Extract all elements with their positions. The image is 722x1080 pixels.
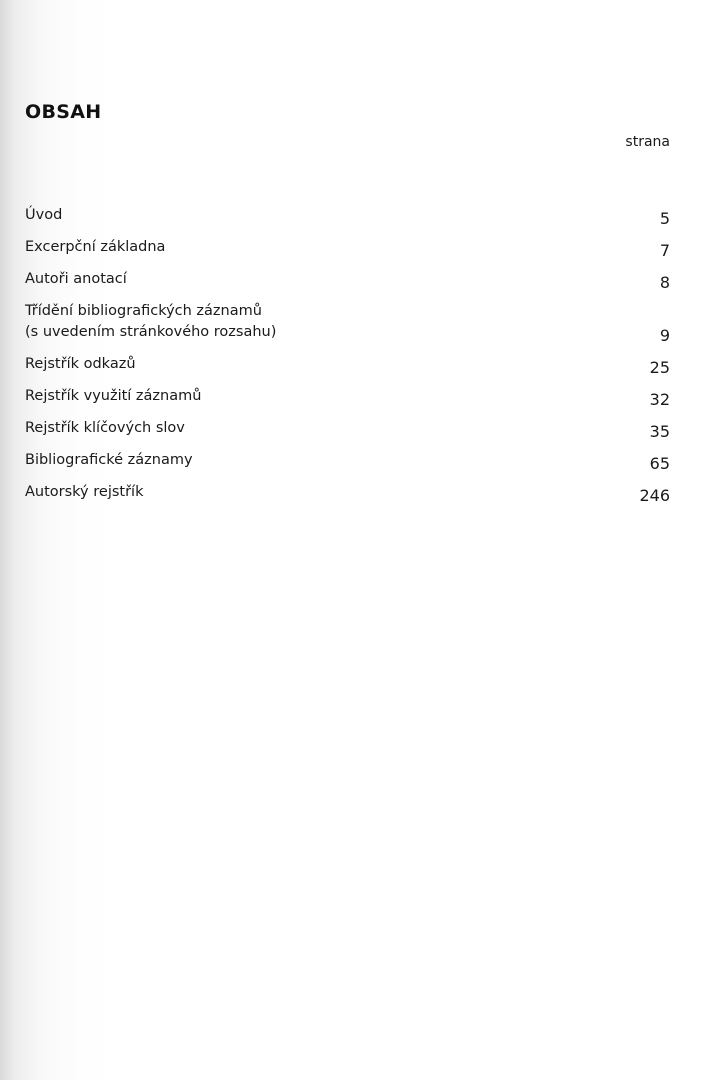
toc-entry-title: Třídění bibliografických záznamů (s uvedením stránkového rozsahu) [25,303,277,340]
toc-entry-title: Autorský rejstřík [25,484,144,500]
toc-entry-rejstrik-odkazu[interactable] [25,354,670,375]
toc-entry-rejstrik-klicovych-slov[interactable] [25,418,670,439]
toc-entry-excerpcni-zakladna[interactable] [25,237,670,258]
toc-entry-title: Rejstřík klíčových slov [25,420,185,436]
toc-entry-page-number: 25 [649,358,670,377]
toc-entry-page-number: 9 [659,326,670,345]
toc-entry-title: Rejstřík odkazů [25,356,136,372]
toc-entry-page-number: 8 [659,273,670,292]
toc-entry-uvod[interactable] [25,205,670,226]
toc-entry-trideni-zaznamu[interactable] [25,301,670,343]
toc-entry-autorsky-rejstrik[interactable] [25,482,670,503]
toc-entry-title: Excerpční základna [25,239,166,255]
page-title: OBSAH [25,101,102,123]
page-column-label: strana [625,134,670,150]
toc-entry-title: Rejstřík využití záznamů [25,388,202,404]
toc-entry-title: Úvod [25,207,63,223]
toc-entry-rejstrik-vyuziti[interactable] [25,386,670,407]
toc-entry-title: Bibliografické záznamy [25,452,193,468]
toc-entry-bibliograficke-zaznamy[interactable] [25,450,670,471]
table-of-contents [25,205,670,514]
toc-entry-title: Autoři anotací [25,271,127,287]
toc-entry-page-number: 7 [659,241,670,260]
toc-entry-autori-anotaci[interactable] [25,269,670,290]
toc-entry-page-number: 32 [649,390,670,409]
toc-entry-page-number: 246 [639,486,670,505]
toc-entry-page-number: 65 [649,454,670,473]
toc-entry-page-number: 5 [659,209,670,228]
toc-entry-page-number: 35 [649,422,670,441]
